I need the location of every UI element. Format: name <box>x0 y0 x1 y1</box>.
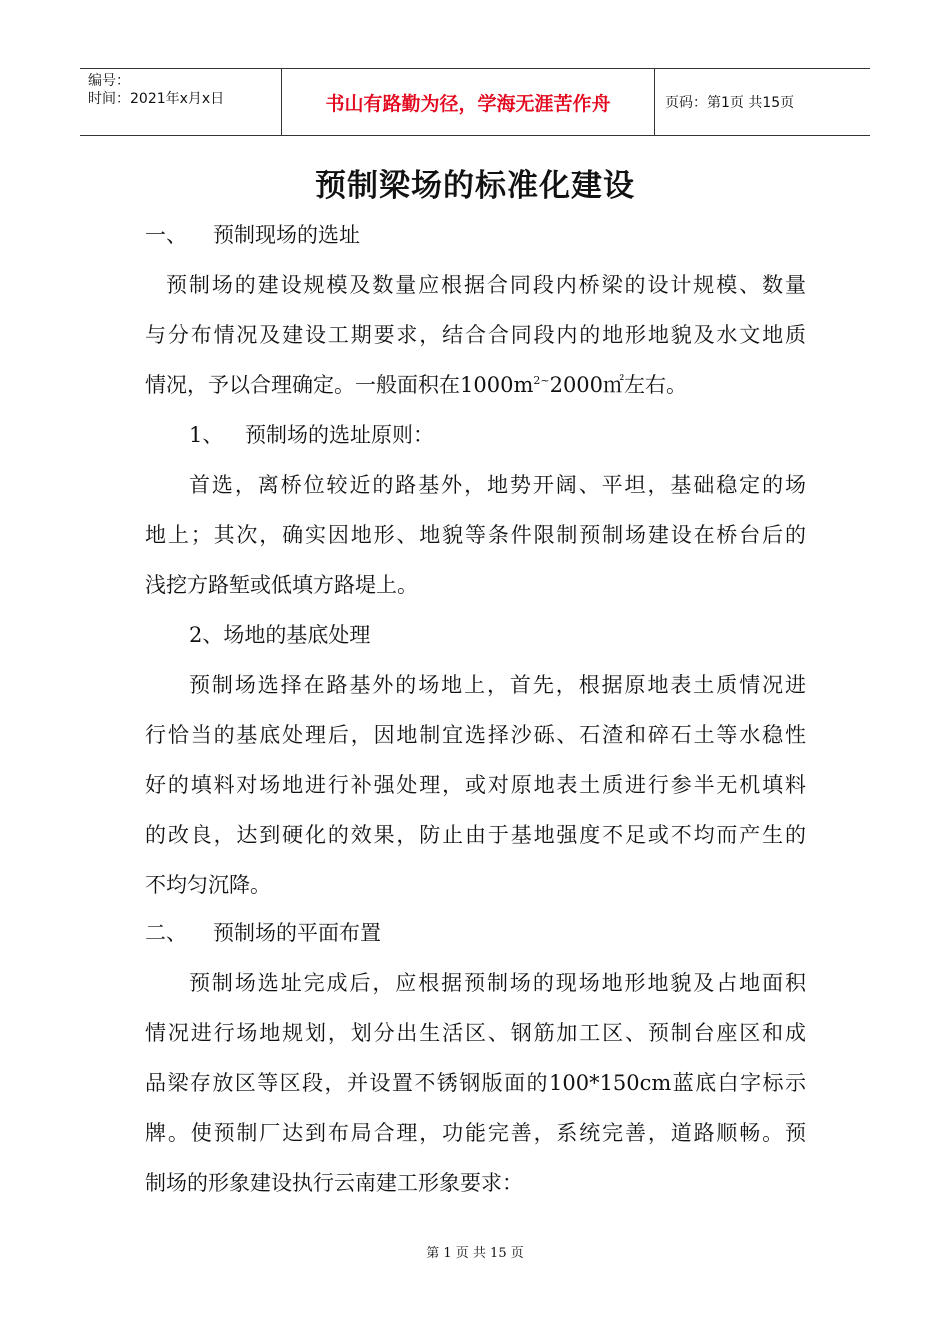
paragraph-line: 不均匀沉降。 <box>145 873 271 897</box>
header-page-info: 页码：第1页 共15页 <box>665 95 795 111</box>
section-heading: 预制现场的选址 <box>213 223 360 247</box>
header-motto-cell <box>282 69 655 135</box>
paragraph-line: 预制场选址完成后，应根据预制场的现场地形地貌及占地面积 <box>189 971 806 995</box>
subsection-number: 1、 <box>189 423 224 447</box>
header-meta-cell <box>80 69 282 135</box>
paragraph-line: 品梁存放区等区段，并设置不锈钢版面的100*150cm蓝底白字标示 <box>145 1071 806 1095</box>
paragraph-line: 浅挖方路堑或低填方路堤上。 <box>145 573 418 597</box>
paragraph-line: 情况进行场地规划，划分出生活区、钢筋加工区、预制台座区和成 <box>145 1021 806 1045</box>
section-heading: 预制场的平面布置 <box>213 921 381 945</box>
superscript: 2~ <box>533 374 550 387</box>
document-number-label: 编号： <box>88 73 130 89</box>
paragraph-line: 地上；其次，确实因地形、地貌等条件限制预制场建设在桥台后的 <box>145 523 806 547</box>
document-date: 时间：2021年x月x日 <box>88 91 225 107</box>
paragraph-line: 预制场的建设规模及数量应根据合同段内桥梁的设计规模、数量 <box>166 273 806 297</box>
document-title: 预制梁场的标准化建设 <box>315 168 635 204</box>
header-motto: 书山有路勤为径，学海无涯苦作舟 <box>325 92 611 115</box>
paragraph-line: 预制场选择在路基外的场地上，首先，根据原地表土质情况进 <box>189 673 806 697</box>
paragraph-line: 与分布情况及建设工期要求，结合合同段内的地形地貌及水文地质 <box>145 323 806 347</box>
paragraph-line: 情况，予以合理确定。一般面积在$1000m^{2\sim}2000㎡$左右。 <box>145 373 688 397</box>
page-footer: 第 1 页 共 15 页 <box>426 1246 524 1261</box>
subsection-heading: 2、场地的基底处理 <box>189 623 371 647</box>
paragraph-line: 首选，离桥位较近的路基外，地势开阔、平坦，基础稳定的场 <box>189 473 806 497</box>
paragraph-line: 牌。使预制厂达到布局合理，功能完善，系统完善，道路顺畅。预 <box>145 1121 806 1145</box>
section-heading-number: 一、 <box>145 223 187 247</box>
paragraph-line: 好的填料对场地进行补强处理，或对原地表土质进行参半无机填料 <box>145 773 806 797</box>
section-heading-number: 二、 <box>145 921 187 945</box>
paragraph-line: 制场的形象建设执行云南建工形象要求： <box>145 1171 523 1195</box>
paragraph-line: 行恰当的基底处理后，因地制宜选择沙砾、石渣和碎石土等水稳性 <box>145 723 806 747</box>
paragraph-line: 的改良，达到硬化的效果，防止由于基地强度不足或不均而产生的 <box>145 823 806 847</box>
document-header <box>80 68 870 136</box>
subsection-heading: 预制场的选址原则： <box>245 423 434 447</box>
